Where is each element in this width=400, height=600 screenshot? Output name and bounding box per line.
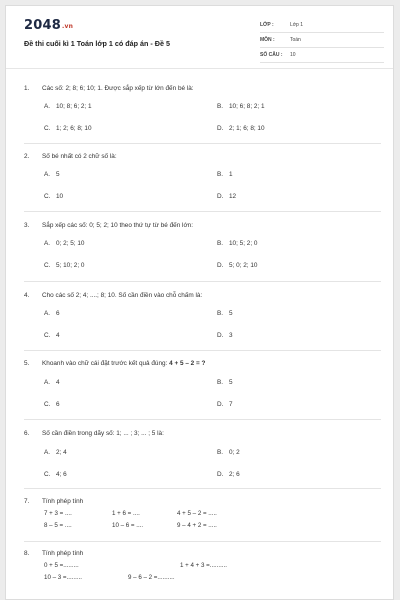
calc-8-4: 9 – 6 – 2 =.......... — [128, 574, 175, 581]
option-4c[interactable]: C. 4 — [44, 332, 60, 339]
calc-7-1: 7 + 3 = .... — [44, 510, 72, 517]
option-2c[interactable]: C. 10 — [44, 193, 64, 200]
option-2d[interactable]: D. 12 — [217, 193, 237, 200]
option-6d[interactable]: D. 2; 6 — [217, 471, 240, 478]
option-5a[interactable]: A. 4 — [44, 379, 60, 386]
question-divider — [24, 419, 381, 420]
question-divider — [24, 488, 381, 489]
calc-8-3: 10 – 3 =......... — [44, 574, 83, 581]
calc-7-2: 1 + 6 = .... — [112, 510, 140, 517]
option-3a[interactable]: A. 0; 2; 5; 10 — [44, 240, 85, 247]
question-7: 7. Tính phép tính — [24, 498, 84, 505]
option-2b[interactable]: B. 1 — [217, 171, 233, 178]
calc-7-4: 8 – 5 = .... — [44, 522, 72, 529]
option-6a[interactable]: A. 2; 4 — [44, 449, 67, 456]
exam-title: Đề thi cuối kì 1 Toán lớp 1 có đáp án - Đề 5 — [24, 39, 170, 48]
option-4b[interactable]: B. 5 — [217, 310, 233, 317]
question-3: 3. Sắp xếp các số: 0; 5; 2; 10 theo thứ tự từ bé đến lớn: — [24, 222, 193, 229]
option-3d[interactable]: D. 5; 0; 2; 10 — [217, 262, 258, 269]
exam-sheet — [5, 5, 394, 600]
option-2a[interactable]: A. 5 — [44, 171, 60, 178]
calc-7-5: 10 – 6 = .... — [112, 522, 144, 529]
question-8: 8. Tính phép tính — [24, 550, 84, 557]
question-divider — [24, 350, 381, 351]
header-divider — [6, 68, 393, 69]
option-1b[interactable]: B. 10; 6; 8; 2; 1 — [217, 103, 265, 110]
question-2: 2. Số bé nhất có 2 chữ số là: — [24, 153, 117, 160]
option-6c[interactable]: C. 4; 6 — [44, 471, 67, 478]
question-divider — [24, 281, 381, 282]
meta-class: LỚP : Lớp 1 — [260, 21, 384, 33]
question-4: 4. Cho các số 2; 4; ....; 8; 10. Số cần điền vào chỗ chấm là: — [24, 292, 203, 299]
option-4a[interactable]: A. 6 — [44, 310, 60, 317]
option-5d[interactable]: D. 7 — [217, 401, 233, 408]
question-divider — [24, 211, 381, 212]
meta-subject: MÔN : Toán — [260, 36, 384, 48]
question-divider — [24, 143, 381, 144]
calc-7-3: 4 + 5 – 2 = ..... — [177, 510, 217, 517]
option-1a[interactable]: A. 10; 8; 6; 2; 1 — [44, 103, 92, 110]
question-6: 6. Số cần điền trong dãy số: 1; ... ; 3; ... ; 5 là: — [24, 430, 164, 437]
option-3b[interactable]: B. 10; 5; 2; 0 — [217, 240, 258, 247]
option-4d[interactable]: D. 3 — [217, 332, 233, 339]
option-1c[interactable]: C. 1; 2; 6; 8; 10 — [44, 125, 92, 132]
option-3c[interactable]: C. 5; 10; 2; 0 — [44, 262, 85, 269]
calc-7-6: 9 – 4 + 2 = ..... — [177, 522, 217, 529]
option-5b[interactable]: B. 5 — [217, 379, 233, 386]
option-5c[interactable]: C. 6 — [44, 401, 60, 408]
option-1d[interactable]: D. 2; 1; 6; 8; 10 — [217, 125, 265, 132]
calc-8-2: 1 + 4 + 3 =.......... — [180, 562, 227, 569]
question-divider — [24, 541, 381, 542]
meta-question-count: SỐ CÂU : 10 — [260, 51, 384, 63]
question-5: 5. Khoanh vào chữ cái đặt trước kết quả đúng: 4 + 5 – 2 = ? — [24, 360, 206, 367]
option-6b[interactable]: B. 0; 2 — [217, 449, 240, 456]
question-1: 1. Các số: 2; 8; 6; 10; 1. Được sắp xếp từ lớn đến bé là: — [24, 85, 194, 92]
calc-8-1: 0 + 5 =......... — [44, 562, 79, 569]
site-logo[interactable]: 2048.vn — [24, 18, 74, 33]
